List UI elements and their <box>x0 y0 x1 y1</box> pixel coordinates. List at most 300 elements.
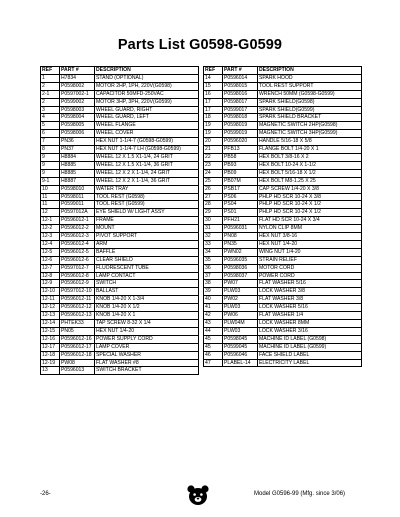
part-number-cell: PN08 <box>223 233 258 241</box>
description-cell: CAPACITOR 50MFD-250VAC <box>95 90 199 98</box>
description-cell: POWER CORD <box>258 272 362 280</box>
part-number-cell: PN35 <box>223 240 258 248</box>
description-cell: HEX NUT 1-1/4-7 (G0598-G0599) <box>95 138 199 146</box>
ref-cell: 13 <box>41 367 60 375</box>
ref-cell: 42 <box>204 312 223 320</box>
ref-cell: 12-6 <box>41 256 60 264</box>
ref-cell: 23 <box>204 161 223 169</box>
table-header-row <box>41 67 199 75</box>
part-number-cell: P0597012-10 <box>60 288 95 296</box>
description-cell: WHEEL 12 X 2 X 1-1/4, 36 GRIT <box>95 177 199 185</box>
description-cell: LOCK WASHER 3/8 <box>258 288 362 296</box>
table-row <box>204 240 362 248</box>
description-cell: NYLON CLIP 8MM <box>258 225 362 233</box>
header-part-number: PART # <box>60 67 95 75</box>
part-number-cell: P0596013 <box>60 367 95 375</box>
description-cell: WHEEL GUARD, LEFT <box>95 114 199 122</box>
description-cell: HEX BOLT 5/16-18 X 1/2 <box>258 169 362 177</box>
ref-cell: 47 <box>204 359 223 367</box>
description-cell: TAP SCREW 8-32 X 1/4 <box>95 320 199 328</box>
part-number-cell: P0596012-18 <box>60 351 95 359</box>
ref-cell: 41 <box>204 304 223 312</box>
part-number-cell: P0596012-16 <box>60 335 95 343</box>
description-cell: HEX NUT 1/4-20 <box>95 327 199 335</box>
table-row <box>41 122 199 130</box>
table-row <box>204 193 362 201</box>
ref-cell: 40 <box>204 296 223 304</box>
description-cell: FACE SHIELD LABEL <box>258 351 362 359</box>
table-row <box>41 296 199 304</box>
table-row <box>204 122 362 130</box>
part-number-cell: PLW04M <box>223 320 258 328</box>
ref-cell: 34 <box>204 248 223 256</box>
ref-cell: 2 <box>41 82 60 90</box>
table-row <box>41 106 199 114</box>
part-number-cell: P0598006 <box>60 130 95 138</box>
part-number-cell: PFH21 <box>223 217 258 225</box>
ref-cell: 32 <box>204 233 223 241</box>
description-cell: MAGNETIC SWITCH 3HP(G0599) <box>258 130 362 138</box>
ref-cell: 39 <box>204 288 223 296</box>
ref-cell: 12-11 <box>41 296 60 304</box>
ref-cell: 17 <box>204 106 223 114</box>
ref-cell: 15 <box>204 82 223 90</box>
part-number-cell: PB07M <box>223 177 258 185</box>
table-row <box>41 114 199 122</box>
description-cell: HEX NUT 3/8-16 <box>258 233 362 241</box>
description-cell: FLUORESCENT TUBE <box>95 264 199 272</box>
table-row <box>204 146 362 154</box>
table-row <box>204 280 362 288</box>
ref-cell: 16 <box>204 90 223 98</box>
ref-cell: 45 <box>204 335 223 343</box>
ref-cell: 26 <box>204 185 223 193</box>
ref-cell: 46 <box>204 351 223 359</box>
part-number-cell: PB93 <box>223 161 258 169</box>
part-number-cell: PHTEK33 <box>60 320 95 328</box>
part-number-cell: P0598045 <box>223 335 258 343</box>
table-row <box>41 367 199 375</box>
parts-table-left <box>40 66 199 375</box>
part-number-cell: P0599011 <box>60 201 95 209</box>
table-row <box>41 240 199 248</box>
description-cell: HEX BOLT 10-24 X 1-1/2 <box>258 161 362 169</box>
table-row <box>41 209 199 217</box>
ref-cell: 2-1 <box>41 90 60 98</box>
part-number-cell: P0596012-3 <box>60 233 95 241</box>
ref-cell: 19 <box>204 122 223 130</box>
part-number-cell: P0596035 <box>223 256 258 264</box>
description-cell: WHEEL GUARD, RIGHT <box>95 106 199 114</box>
part-number-cell: P0596014 <box>223 74 258 82</box>
part-number-cell: PW02 <box>223 296 258 304</box>
page-title: Parts List G0598-G0599 <box>117 37 283 53</box>
table-row <box>204 327 362 335</box>
table-row <box>41 169 199 177</box>
ref-cell: 12-17 <box>41 343 60 351</box>
table-row <box>204 217 362 225</box>
ref-cell: 3 <box>41 106 60 114</box>
table-row <box>204 98 362 106</box>
ref-cell: 6 <box>41 130 60 138</box>
part-number-cell: P0596012-9 <box>60 280 95 288</box>
description-cell: TOOL REST SUPPORT <box>258 82 362 90</box>
description-cell: FLAT WASHER 1/4 <box>258 312 362 320</box>
part-number-cell: P0597012A <box>60 209 95 217</box>
part-number-cell: P0596012-4 <box>60 240 95 248</box>
part-number-cell: P0598036 <box>223 264 258 272</box>
table-row <box>204 138 362 146</box>
description-cell: BALLAST <box>95 288 199 296</box>
ref-cell: 10 <box>41 185 60 193</box>
description-cell: KNOB 1/4-20 X 1/2 <box>95 304 199 312</box>
table-row <box>204 351 362 359</box>
part-number-cell: PW06 <box>223 312 258 320</box>
table-row <box>204 130 362 138</box>
description-cell: LOCK WASHER 3/16 <box>258 327 362 335</box>
description-cell: FLANGE BOLT 1/4-20 X 1 <box>258 146 362 154</box>
description-cell: LOCK WASHER 5/16 <box>258 304 362 312</box>
part-number-cell: PLW03 <box>223 327 258 335</box>
ref-cell: 12-10 <box>41 288 60 296</box>
part-number-cell: P0596012-5 <box>60 248 95 256</box>
ref-cell: 12-19 <box>41 359 60 367</box>
ref-cell: 22 <box>204 153 223 161</box>
ref-cell: 11 <box>41 201 60 209</box>
description-cell: BAFFLE <box>95 248 199 256</box>
ref-cell: 12-9 <box>41 280 60 288</box>
part-number-cell: PN05 <box>60 327 95 335</box>
table-row <box>41 153 199 161</box>
description-cell: STAND (OPTIONAL) <box>95 74 199 82</box>
description-cell: WHEEL 12 X 1.5 X1-1/4, 36 GRIT <box>95 161 199 169</box>
description-cell: WHEEL COVER <box>95 130 199 138</box>
ref-cell: 12-18 <box>41 351 60 359</box>
ref-cell: 1 <box>41 74 60 82</box>
description-cell: WHEEL 12 X 1.5 X1-1/4, 24 GRIT <box>95 153 199 161</box>
part-number-cell: PB58 <box>223 153 258 161</box>
description-cell: HEX BOLT M8-1.25 X 25 <box>258 177 362 185</box>
ref-cell: 12-5 <box>41 248 60 256</box>
description-cell: MOTOR CORD <box>258 264 362 272</box>
part-number-cell: P0598018 <box>223 114 258 122</box>
description-cell: FLAT WASHER #8 <box>95 359 199 367</box>
part-number-cell: P0596012-1 <box>60 217 95 225</box>
ref-cell: 11 <box>41 193 60 201</box>
ref-cell: 12-7 <box>41 264 60 272</box>
part-number-cell: P0599045 <box>223 343 258 351</box>
table-row <box>41 138 199 146</box>
part-number-cell: P0597002-1 <box>60 90 95 98</box>
description-cell: SPARK SHIELD BRACKET <box>258 114 362 122</box>
part-number-cell: H8884 <box>60 153 95 161</box>
description-cell: CAP SCREW 1/4-20 X 3/8 <box>258 185 362 193</box>
part-number-cell: P0596012-2 <box>60 225 95 233</box>
table-row <box>204 153 362 161</box>
ref-cell: 36 <box>204 264 223 272</box>
table-row <box>204 359 362 367</box>
header-description: DESCRIPTION <box>95 67 199 75</box>
part-number-cell: P0596020 <box>223 138 258 146</box>
table-row <box>41 280 199 288</box>
ref-cell: 12-16 <box>41 335 60 343</box>
header-description: DESCRIPTION <box>258 67 362 75</box>
ref-cell: 12-13 <box>41 312 60 320</box>
ref-cell: 25 <box>204 177 223 185</box>
description-cell: KNOB 1/4-20 X 1-3/4 <box>95 296 199 304</box>
page-number: -26- <box>40 491 51 497</box>
table-row <box>204 335 362 343</box>
table-row <box>204 90 362 98</box>
part-number-cell: PWN02 <box>223 248 258 256</box>
ref-cell: 29 <box>204 209 223 217</box>
table-row <box>41 359 199 367</box>
ref-cell: 8 <box>41 146 60 154</box>
table-row <box>204 225 362 233</box>
description-cell: LAMP CONTACT <box>95 272 199 280</box>
part-number-cell: P0599017 <box>223 106 258 114</box>
part-number-cell: PW08 <box>60 359 95 367</box>
ref-cell: 38 <box>204 280 223 288</box>
ref-cell: 19 <box>204 130 223 138</box>
description-cell: SPARK HOOD <box>258 74 362 82</box>
ref-cell: 12-12 <box>41 304 60 312</box>
table-row <box>204 201 362 209</box>
table-row <box>41 320 199 328</box>
table-row <box>41 233 199 241</box>
ref-cell: 12-8 <box>41 272 60 280</box>
part-number-cell: P0596012-12 <box>60 304 95 312</box>
part-number-cell: PLW03 <box>223 288 258 296</box>
description-cell: SWITCH BRACKET <box>95 367 199 375</box>
ref-cell: 30 <box>204 217 223 225</box>
table-row <box>204 256 362 264</box>
part-number-cell: H8887 <box>60 177 95 185</box>
table-row <box>41 82 199 90</box>
header-ref: REF <box>41 67 60 75</box>
table-row <box>41 146 199 154</box>
ref-cell: 9-1 <box>41 177 60 185</box>
part-number-cell: P0596012-6 <box>60 256 95 264</box>
table-row <box>204 114 362 122</box>
table-row <box>204 296 362 304</box>
ref-cell: 12-15 <box>41 327 60 335</box>
table-row <box>41 248 199 256</box>
table-row <box>204 272 362 280</box>
table-row <box>204 185 362 193</box>
part-number-cell: H8885 <box>60 161 95 169</box>
description-cell: ARM <box>95 240 199 248</box>
table-row <box>204 169 362 177</box>
part-number-cell: P0596012-8 <box>60 272 95 280</box>
bear-logo-icon <box>186 484 210 506</box>
part-number-cell: P0596046 <box>223 351 258 359</box>
description-cell: WRENCH 50MM (G0598-G0599) <box>258 90 362 98</box>
ref-cell: 20 <box>204 138 223 146</box>
part-number-cell: P0598019 <box>223 122 258 130</box>
part-number-cell: P0596012-13 <box>60 312 95 320</box>
table-row <box>204 304 362 312</box>
table-row <box>41 130 199 138</box>
part-number-cell: PN37 <box>60 146 95 154</box>
table-row <box>41 193 199 201</box>
table-row <box>41 217 199 225</box>
part-number-cell: P0598005 <box>60 122 95 130</box>
table-row <box>204 233 362 241</box>
description-cell: FRAME <box>95 217 199 225</box>
description-cell: TOOL REST (G0598) <box>95 193 199 201</box>
ref-cell: 14 <box>204 74 223 82</box>
ref-cell: 27 <box>204 193 223 201</box>
part-number-cell: P0598016 <box>223 90 258 98</box>
header-part-number: PART # <box>223 67 258 75</box>
description-cell: HEX NUT 1/4-20 <box>258 240 362 248</box>
part-number-cell: P0596012-11 <box>60 296 95 304</box>
ref-cell: 18 <box>204 114 223 122</box>
part-number-cell: P0598037 <box>223 272 258 280</box>
description-cell: MOTOR 2HP, 1PH, 220V(G0598) <box>95 82 199 90</box>
ref-cell: 9 <box>41 153 60 161</box>
ref-cell: 4 <box>41 114 60 122</box>
part-number-cell: P0596012-17 <box>60 343 95 351</box>
description-cell: SPARK SHIELD(G0598) <box>258 98 362 106</box>
part-number-cell: P0596031 <box>223 225 258 233</box>
description-cell: HANDLE 5/16-18 X 5/8 <box>258 138 362 146</box>
description-cell: PIVOT SUPPORT <box>95 233 199 241</box>
part-number-cell: PB09 <box>223 169 258 177</box>
table-row <box>204 248 362 256</box>
table-row <box>204 177 362 185</box>
table-row <box>41 177 199 185</box>
part-number-cell: PS01 <box>223 209 258 217</box>
table-header-row <box>204 67 362 75</box>
description-cell: FLAT WASHER 3/8 <box>258 296 362 304</box>
table-row <box>41 351 199 359</box>
table-row <box>204 312 362 320</box>
part-number-cell: PN36 <box>60 138 95 146</box>
part-number-cell: P0598015 <box>223 82 258 90</box>
ref-cell: 31 <box>204 225 223 233</box>
part-number-cell: P0599019 <box>223 130 258 138</box>
part-number-cell: P0598003 <box>60 106 95 114</box>
table-row <box>204 106 362 114</box>
part-number-cell: PW07 <box>223 280 258 288</box>
part-number-cell: PLABEL-14 <box>223 359 258 367</box>
table-row <box>41 161 199 169</box>
description-cell: WHEEL 12 X 2 X 1-1/4, 24 GRIT <box>95 169 199 177</box>
parts-table-right-body <box>204 74 362 367</box>
part-number-cell: PS04 <box>223 201 258 209</box>
description-cell: LAMP COVER <box>95 343 199 351</box>
description-cell: MOTOR 3HP, 3PH, 220V(G0599) <box>95 98 199 106</box>
description-cell: LOCK WASHER 8MM <box>258 320 362 328</box>
table-row <box>41 272 199 280</box>
parts-table-left-body <box>41 74 199 374</box>
ref-cell: 7 <box>41 138 60 146</box>
part-number-cell: PFB13 <box>223 146 258 154</box>
ref-cell: 21 <box>204 146 223 154</box>
ref-cell: 44 <box>204 327 223 335</box>
ref-cell: 12-3 <box>41 233 60 241</box>
ref-cell: 35 <box>204 256 223 264</box>
ref-cell: 9 <box>41 161 60 169</box>
description-cell: WHEEL FLANGE <box>95 122 199 130</box>
table-row <box>41 225 199 233</box>
ref-cell: 43 <box>204 320 223 328</box>
table-row <box>204 288 362 296</box>
description-cell: MAGNETIC SWITCH 2HP(G0598) <box>258 122 362 130</box>
description-cell: FLAT HD SCR 10-24 X 3/4 <box>258 217 362 225</box>
part-number-cell: P0598011 <box>60 193 95 201</box>
ref-cell: 12 <box>41 209 60 217</box>
table-row <box>41 343 199 351</box>
part-number-cell: P0598002 <box>60 82 95 90</box>
table-row <box>41 304 199 312</box>
model-label: Model G0596-99 (Mfg. since 3/06) <box>254 491 346 497</box>
table-row <box>41 256 199 264</box>
table-row <box>204 264 362 272</box>
table-row <box>41 288 199 296</box>
ref-cell: 24 <box>204 169 223 177</box>
description-cell: CLEAR SHIELD <box>95 256 199 264</box>
description-cell: PHLP HD SCR 10-24 X 1/2 <box>258 209 362 217</box>
description-cell: WING NUT 1/4-20 <box>258 248 362 256</box>
ref-cell: 12-2 <box>41 225 60 233</box>
description-cell: FLAT WASHER 5/16 <box>258 280 362 288</box>
description-cell: ELECTRICITY LABEL <box>258 359 362 367</box>
ref-cell: 17 <box>204 98 223 106</box>
description-cell: KNOB 1/4-20 X 1 <box>95 312 199 320</box>
description-cell: SPECIAL WASHER <box>95 351 199 359</box>
ref-cell: 5 <box>41 122 60 130</box>
table-row <box>41 327 199 335</box>
table-row <box>204 161 362 169</box>
ref-cell: 9 <box>41 169 60 177</box>
ref-cell: 12-1 <box>41 217 60 225</box>
ref-cell: 33 <box>204 240 223 248</box>
table-row <box>41 201 199 209</box>
description-cell: HEX BOLT 3/8-16 X 2 <box>258 153 362 161</box>
description-cell: TOOL REST (G0599) <box>95 201 199 209</box>
description-cell: SWITCH <box>95 280 199 288</box>
description-cell: MOUNT <box>95 225 199 233</box>
table-row <box>204 320 362 328</box>
ref-cell: 12-14 <box>41 320 60 328</box>
table-row <box>41 335 199 343</box>
description-cell: POWER SUPPLY CORD <box>95 335 199 343</box>
ref-cell: 2 <box>41 98 60 106</box>
parts-table-right <box>203 66 362 367</box>
description-cell: MACHINE ID LABEL (G0598) <box>258 335 362 343</box>
table-row <box>204 209 362 217</box>
table-row <box>204 74 362 82</box>
description-cell: PHLP HD SCR 10-24 X 1/2 <box>258 201 362 209</box>
part-number-cell: P0599002 <box>60 98 95 106</box>
table-row <box>41 264 199 272</box>
description-cell: MACHINE ID LABEL (G0599) <box>258 343 362 351</box>
table-row <box>41 74 199 82</box>
table-row <box>41 185 199 193</box>
part-number-cell: PS06 <box>223 193 258 201</box>
ref-cell: 37 <box>204 272 223 280</box>
table-row <box>41 312 199 320</box>
part-number-cell: P0598010 <box>60 185 95 193</box>
description-cell: EYE SHIELD W/ LIGHT ASSY <box>95 209 199 217</box>
ref-cell: 28 <box>204 201 223 209</box>
table-row <box>204 82 362 90</box>
description-cell: PHLP HD SCR 10-24 X 3/8 <box>258 193 362 201</box>
part-number-cell: P0598017 <box>223 98 258 106</box>
